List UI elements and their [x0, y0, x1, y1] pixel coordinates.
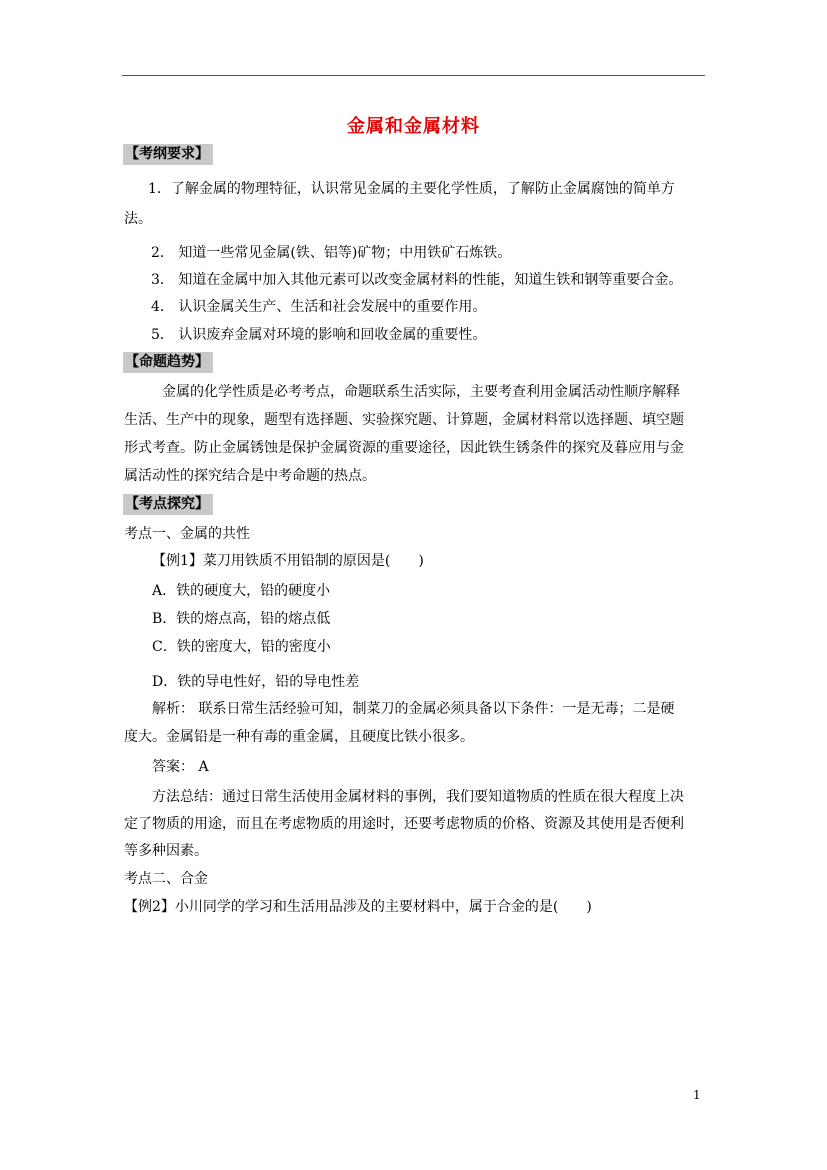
- trend-paragraph-line-1: 金属的化学性质是必考考点，命题联系生活实际，主要考查利用金属活动性顺序解释: [162, 384, 680, 400]
- example-1-answer: 答案： A: [152, 759, 209, 775]
- trend-paragraph-line-3: 形式考查。防止金属锈蚀是保护金属资源的重要途径，因此铁生锈条件的探究及暮应用与金: [124, 440, 684, 456]
- section-heading-trend: 【命题趋势】: [123, 352, 213, 373]
- example-1-analysis-line-2: 度大。金属铅是一种有毒的重金属，且硬度比铁小很多。: [124, 729, 474, 745]
- trend-paragraph-line-2: 生活、生产中的现象，题型有选择题、实验探究题、计算题，金属材料常以选择题、填空题: [124, 412, 684, 428]
- example-1-option-a: A．铁的硬度大，铅的硬度小: [152, 583, 331, 599]
- trend-paragraph-line-4: 属活动性的探究结合是中考命题的热点。: [124, 468, 376, 484]
- point-1-title: 考点一、金属的共性: [124, 526, 250, 542]
- page-title: 金属和金属材料: [347, 116, 480, 137]
- requirement-item-5: 5． 认识废弃金属对环境的影响和回收金属的重要性。: [151, 327, 487, 343]
- requirement-item-1-line-1: 1．了解金属的物理特征，认识常见金属的主要化学性质，了解防止金属腐蚀的简单方: [148, 181, 675, 197]
- example-1-question: 【例1】菜刀用铁质不用铅制的原因是( ): [152, 553, 424, 569]
- requirement-item-1-line-2: 法。: [124, 211, 152, 227]
- example-2-question: 【例2】小川同学的学习和生活用品涉及的主要材料中，属于合金的是( ): [124, 899, 592, 915]
- point-2-title: 考点二、合金: [124, 871, 208, 887]
- section-heading-requirements: 【考纲要求】: [123, 144, 213, 165]
- section-heading-exploration: 【考点探究】: [123, 494, 213, 515]
- requirement-item-2: 2． 知道一些常见金属(铁、铝等)矿物；中用铁矿石炼铁。: [151, 245, 512, 261]
- page-number: 1: [693, 1088, 701, 1102]
- requirement-item-3: 3． 知道在金属中加入其他元素可以改变金属材料的性能，知道生铁和钢等重要合金。: [151, 272, 683, 288]
- example-1-summary-line-3: 等多种因素。: [124, 843, 208, 859]
- example-1-option-b: B．铁的熔点高，铅的熔点低: [152, 611, 331, 627]
- example-1-analysis-line-1: 解析： 联系日常生活经验可知，制菜刀的金属必须具备以下条件：一是无毒；二是硬: [152, 701, 675, 717]
- requirement-item-4: 4． 认识金属关生产、生活和社会发展中的重要作用。: [151, 299, 487, 315]
- example-1-summary-line-1: 方法总结：通过日常生活使用金属材料的事例，我们要知道物质的性质在很大程度上决: [152, 789, 684, 805]
- example-1-summary-line-2: 定了物质的用途，而且在考虑物质的用途时，还要考虑物质的价格、资源及其使用是否便利: [124, 816, 684, 832]
- example-1-option-d: D．铁的导电性好，铅的导电性差: [152, 674, 360, 690]
- example-1-option-c: C．铁的密度大，铅的密度小: [152, 639, 331, 655]
- header-rule: [122, 75, 705, 76]
